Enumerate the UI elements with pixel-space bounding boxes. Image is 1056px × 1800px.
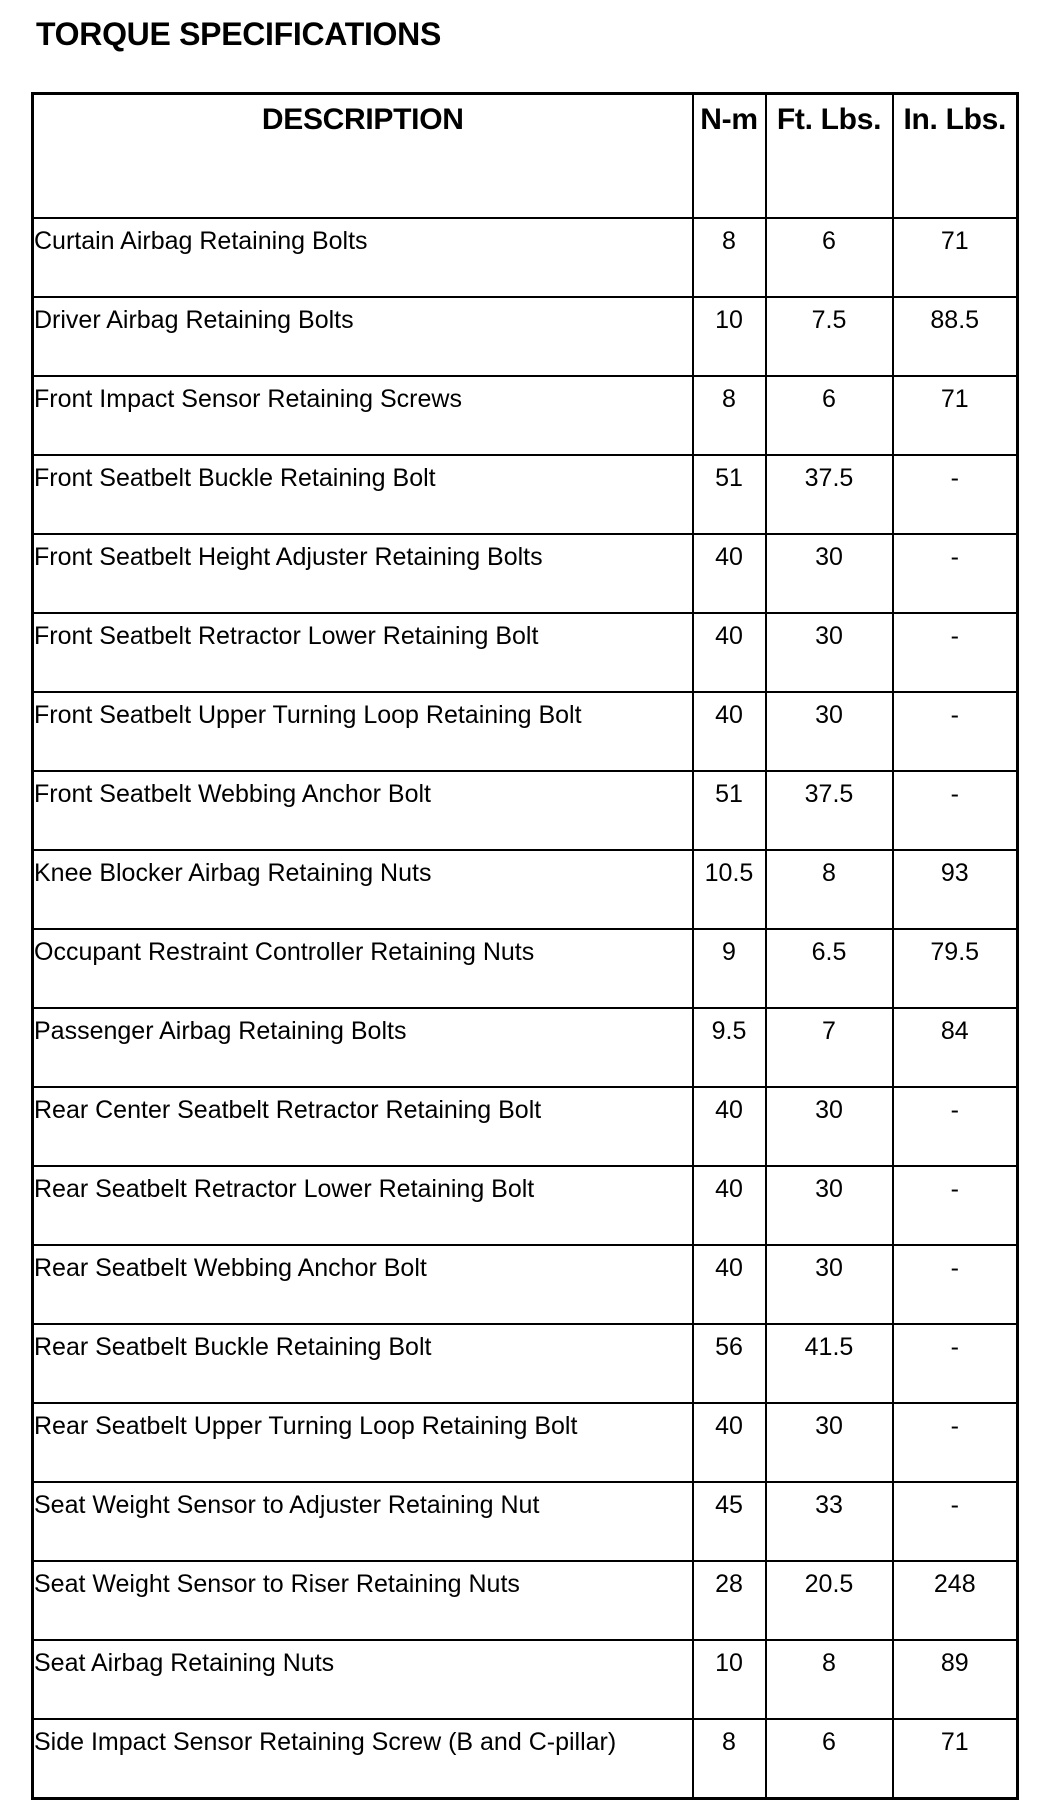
cell-ft-lbs: 6 [766, 218, 893, 297]
cell-in-lbs: - [893, 1482, 1018, 1561]
cell-ft-lbs: 37.5 [766, 455, 893, 534]
cell-description: Front Impact Sensor Retaining Screws [33, 376, 693, 455]
cell-nm: 8 [693, 218, 766, 297]
cell-ft-lbs: 30 [766, 1166, 893, 1245]
cell-description: Seat Weight Sensor to Riser Retaining Nuts [33, 1561, 693, 1640]
cell-nm: 45 [693, 1482, 766, 1561]
page-title: TORQUE SPECIFICATIONS [36, 16, 441, 52]
cell-in-lbs: 79.5 [893, 929, 1018, 1008]
cell-description: Front Seatbelt Height Adjuster Retaining Bolts [33, 534, 693, 613]
cell-in-lbs: - [893, 534, 1018, 613]
cell-in-lbs: - [893, 1324, 1018, 1403]
table-row [33, 613, 1018, 692]
cell-ft-lbs: 7.5 [766, 297, 893, 376]
cell-description: Knee Blocker Airbag Retaining Nuts [33, 850, 693, 929]
cell-in-lbs: - [893, 692, 1018, 771]
table-row [33, 1087, 1018, 1166]
column-header-nm: N-m [693, 94, 766, 219]
cell-nm: 10.5 [693, 850, 766, 929]
cell-nm: 8 [693, 1719, 766, 1799]
cell-nm: 40 [693, 534, 766, 613]
table-row [33, 1640, 1018, 1719]
cell-nm: 9.5 [693, 1008, 766, 1087]
cell-description: Seat Airbag Retaining Nuts [33, 1640, 693, 1719]
cell-ft-lbs: 6.5 [766, 929, 893, 1008]
cell-in-lbs: 84 [893, 1008, 1018, 1087]
cell-description: Rear Seatbelt Upper Turning Loop Retaining Bolt [33, 1403, 693, 1482]
cell-ft-lbs: 30 [766, 692, 893, 771]
table-row [33, 1166, 1018, 1245]
table-row [33, 455, 1018, 534]
cell-description: Front Seatbelt Retractor Lower Retaining Bolt [33, 613, 693, 692]
cell-in-lbs: 71 [893, 376, 1018, 455]
table-row [33, 929, 1018, 1008]
cell-nm: 10 [693, 297, 766, 376]
table-row [33, 1482, 1018, 1561]
cell-ft-lbs: 33 [766, 1482, 893, 1561]
table-row [33, 1403, 1018, 1482]
cell-nm: 51 [693, 771, 766, 850]
cell-in-lbs: 71 [893, 218, 1018, 297]
cell-nm: 8 [693, 376, 766, 455]
table-row [33, 534, 1018, 613]
cell-nm: 40 [693, 1166, 766, 1245]
cell-in-lbs: - [893, 613, 1018, 692]
cell-nm: 10 [693, 1640, 766, 1719]
cell-nm: 40 [693, 1087, 766, 1166]
table-row [33, 297, 1018, 376]
cell-ft-lbs: 8 [766, 1640, 893, 1719]
cell-ft-lbs: 30 [766, 613, 893, 692]
cell-description: Rear Seatbelt Retractor Lower Retaining Bolt [33, 1166, 693, 1245]
table-row [33, 692, 1018, 771]
cell-ft-lbs: 8 [766, 850, 893, 929]
cell-in-lbs: - [893, 1245, 1018, 1324]
cell-description: Rear Seatbelt Webbing Anchor Bolt [33, 1245, 693, 1324]
cell-in-lbs: 71 [893, 1719, 1018, 1799]
cell-nm: 28 [693, 1561, 766, 1640]
cell-nm: 40 [693, 613, 766, 692]
table-row [33, 376, 1018, 455]
cell-ft-lbs: 30 [766, 1245, 893, 1324]
cell-description: Seat Weight Sensor to Adjuster Retaining Nut [33, 1482, 693, 1561]
cell-ft-lbs: 6 [766, 376, 893, 455]
cell-in-lbs: 89 [893, 1640, 1018, 1719]
cell-ft-lbs: 6 [766, 1719, 893, 1799]
cell-description: Rear Seatbelt Buckle Retaining Bolt [33, 1324, 693, 1403]
table-header-row [33, 94, 1018, 219]
cell-description: Curtain Airbag Retaining Bolts [33, 218, 693, 297]
cell-in-lbs: 88.5 [893, 297, 1018, 376]
cell-nm: 40 [693, 692, 766, 771]
cell-in-lbs: - [893, 1403, 1018, 1482]
cell-description: Passenger Airbag Retaining Bolts [33, 1008, 693, 1087]
table-row [33, 1561, 1018, 1640]
cell-ft-lbs: 20.5 [766, 1561, 893, 1640]
cell-nm: 51 [693, 455, 766, 534]
table-row [33, 1245, 1018, 1324]
table-row [33, 218, 1018, 297]
cell-nm: 9 [693, 929, 766, 1008]
cell-description: Occupant Restraint Controller Retaining Nuts [33, 929, 693, 1008]
table-row [33, 1324, 1018, 1403]
cell-in-lbs: - [893, 771, 1018, 850]
cell-description: Front Seatbelt Buckle Retaining Bolt [33, 455, 693, 534]
torque-specifications-table [31, 92, 1019, 1800]
cell-in-lbs: - [893, 1166, 1018, 1245]
column-header-ft-lbs: Ft. Lbs. [766, 94, 893, 219]
cell-ft-lbs: 30 [766, 1087, 893, 1166]
table-row [33, 850, 1018, 929]
cell-ft-lbs: 30 [766, 1403, 893, 1482]
cell-description: Front Seatbelt Upper Turning Loop Retaining Bolt [33, 692, 693, 771]
cell-ft-lbs: 41.5 [766, 1324, 893, 1403]
column-header-description: DESCRIPTION [33, 94, 693, 219]
cell-in-lbs: - [893, 1087, 1018, 1166]
cell-description: Side Impact Sensor Retaining Screw (B and C-pillar) [33, 1719, 693, 1799]
table-row [33, 1008, 1018, 1087]
cell-in-lbs: - [893, 455, 1018, 534]
table-row [33, 771, 1018, 850]
cell-description: Driver Airbag Retaining Bolts [33, 297, 693, 376]
table-row [33, 1719, 1018, 1799]
cell-description: Rear Center Seatbelt Retractor Retaining Bolt [33, 1087, 693, 1166]
column-header-in-lbs: In. Lbs. [893, 94, 1018, 219]
cell-ft-lbs: 30 [766, 534, 893, 613]
cell-in-lbs: 93 [893, 850, 1018, 929]
cell-ft-lbs: 37.5 [766, 771, 893, 850]
cell-nm: 40 [693, 1403, 766, 1482]
table-body [33, 218, 1018, 1799]
cell-nm: 40 [693, 1245, 766, 1324]
cell-description: Front Seatbelt Webbing Anchor Bolt [33, 771, 693, 850]
cell-in-lbs: 248 [893, 1561, 1018, 1640]
cell-nm: 56 [693, 1324, 766, 1403]
cell-ft-lbs: 7 [766, 1008, 893, 1087]
